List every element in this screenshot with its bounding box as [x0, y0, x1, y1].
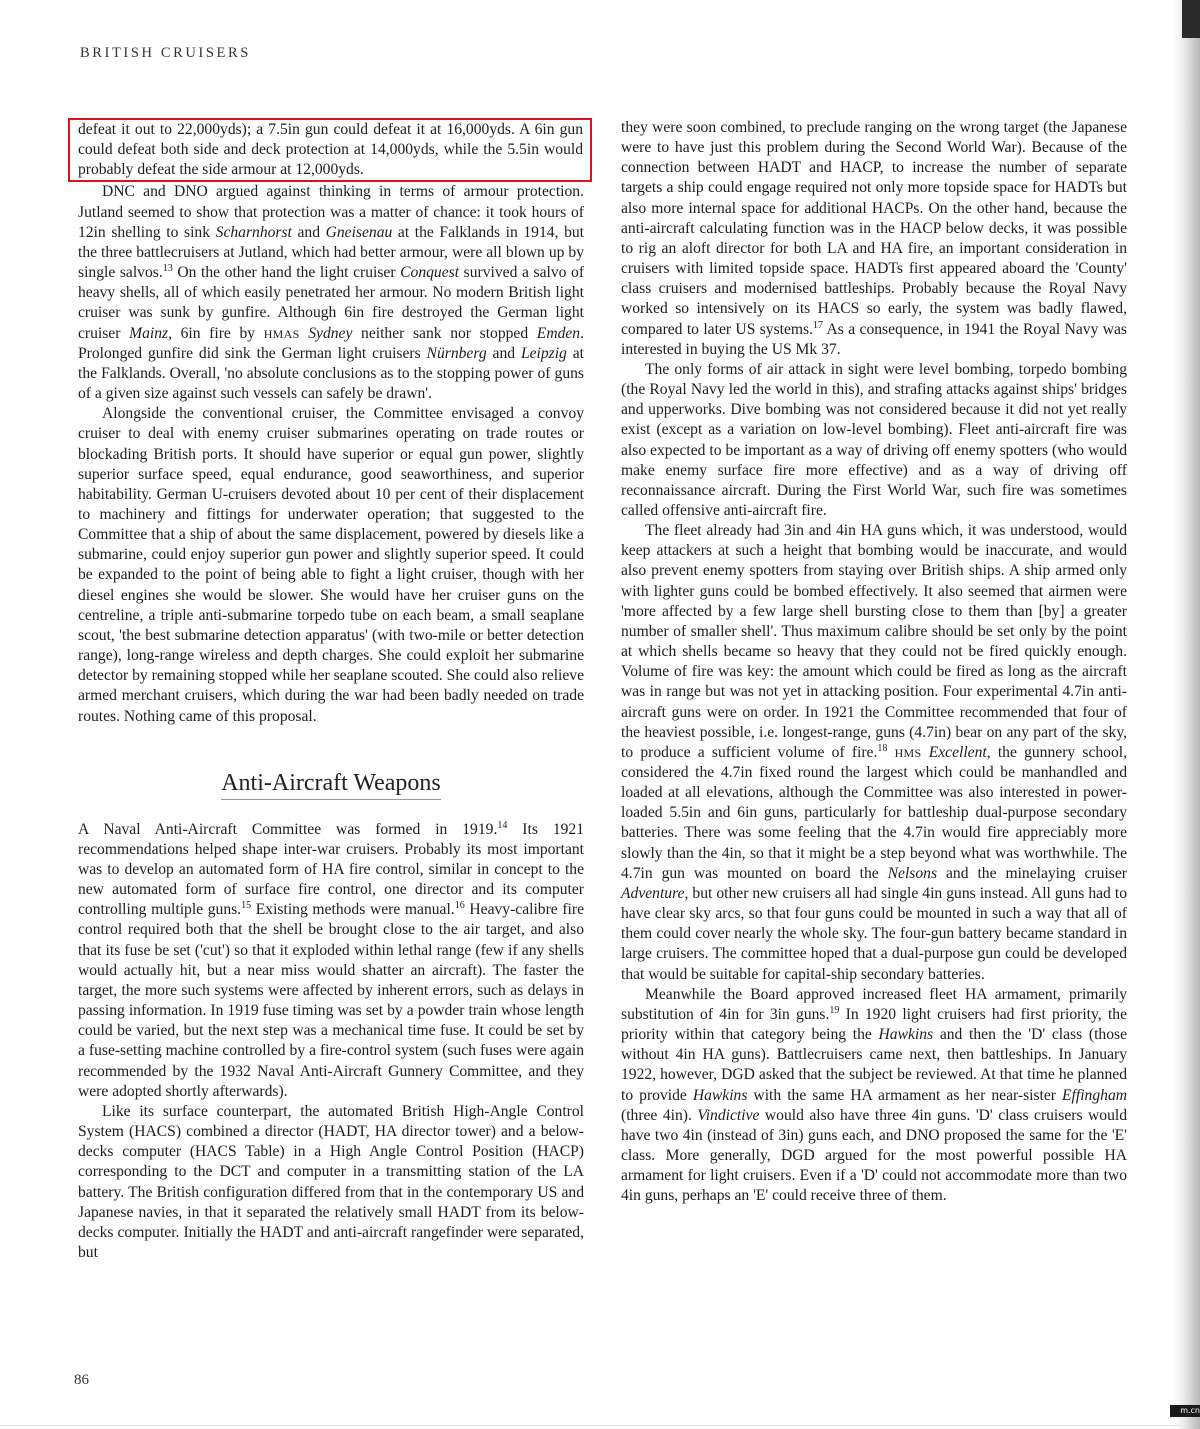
footnote-ref: 16 — [454, 900, 465, 912]
ship-name: Conquest — [400, 264, 460, 282]
ship-name: Gneisenau — [325, 223, 393, 241]
ship-name: Nelsons — [887, 864, 938, 882]
footnote-ref: 17 — [813, 319, 824, 331]
ship-name: Mainz — [129, 324, 169, 342]
page-edge-shadow — [1174, 0, 1200, 1429]
paragraph: they were soon combined, to preclude ranging on the wrong target (the Japanese were to have just this problem during the Second World War). Because of the connection between HADT and HACP, to increase the number of separate targets a ship could engage required not only more topside space for HADTs but also more internal space for additional HACPs. On the other hand, because the anti-aircraft calculating function was in the HACP below decks, it was possible to rig an aloft director for both LA and HA fire, an important consideration in cruisers with limited topside space. HADTs first appeared aboard the 'County' class cruisers and modernised battleships. Probably because the Royal Navy worked so intensively on its HACS so early, the system was badly flawed, compared to later US systems.$^{17}$ As a consequence, in 1941 the Royal Navy was interested in buying the US Mk 37. — [621, 119, 1127, 358]
ship-prefix: HMS — [894, 745, 922, 760]
highlighted-passage — [68, 118, 592, 182]
footnote-ref: 19 — [829, 1004, 840, 1016]
ship-name: Nürnberg — [426, 344, 487, 362]
ship-name: Hawkins — [692, 1086, 748, 1104]
corner-mark: m.cn — [1170, 1405, 1200, 1417]
ship-name: Adventure — [621, 884, 685, 902]
ship-name: Scharnhorst — [215, 223, 292, 241]
paragraph: Like its surface counterpart, the automated British High-Angle Control System (HACS) combined a director (HADT, HA director tower) and a below-decks computer (HACS Table) in a High Angle Control Position (HACP) corresponding to the DCT and computer in a transmitting station of the LA battery. The British configuration differed from that in the contemporary US and Japanese navies, in that it separated the relatively small HADT from its below-decks computer. Initially the HADT and anti-aircraft rangefinder were separated, but — [78, 1102, 584, 1261]
ship-name: Vindictive — [697, 1106, 760, 1124]
paragraph: A Naval Anti-Aircraft Committee was formed in 1919.14 Its 1921 recommendations helped shape inter-war cruisers. Probably its most important was to develop an automated form of HA fire control, similar in concept to the new automated form of surface fire control, one director and its computer controlling multiple guns.$^{15}$ Existing methods were manual.$^{16}$ Heavy-calibre fire control required both that the shell be brought close to the air target, and also that its fuse be set ('cut') so that it exploded within lethal range (few if any shells would actually hit, but a near miss would shatter an aircraft). The faster the target, the more such systems were affected by inherent errors, such as delays in passing information. In 1919 fuse timing was set by a powder train whose length could be varied, but the next step was a mechanical time fuse. It could be set by a fuse-setting machine controlled by a fire-control system (such fuses were again recommended by the 1932 Naval Anti-Aircraft Gunnery Committee, and they were adopted shortly afterwards). — [78, 819, 585, 1100]
ship-name: Leipzig — [520, 344, 567, 362]
section-heading: Anti-Aircraft Weapons — [78, 769, 584, 800]
ship-name: Hawkins — [878, 1026, 934, 1044]
ship-name: Sydney — [308, 324, 353, 342]
paragraph: The only forms of air attack in sight were level bombing, torpedo bombing (the Royal Navy led the world in this), and strafing attacks against ships' bridges and upperworks. Dive bombing was not considered because it did not yet really exist (except as a variation on low-level bombing). Fleet anti-aircraft fire was also expected to be important as a way of driving off enemy spotters (who would make enemy surface fire more effective) and as a way of driving off reconnaissance aircraft. During the First World War, such fire was sometimes called offensive anti-aircraft fire. — [621, 360, 1127, 519]
paragraph: DNC and DNO argued against thinking in terms of armour protection. Jutland seemed to show that protection was a matter of chance: it took hours of 12in shelling to sink Scharnhorst and Gneisenau at the Falklands in 1914, but the three battlecruisers at Jutland, which had better armour, were all blown up by single salvos.$^{13}$ On the other hand the light cruiser Conquest survived a salvo of heavy shells, all of which easily penetrated her armour. No modern British light cruiser was sunk by gunfire. Although 6in fire destroyed the German light cruiser Mainz, 6in fire by HMAS Sydney neither sank nor stopped Emden. Prolonged gunfire did sink the German light cruisers Nürnberg and Leipzig at the Falklands. Overall, 'no absolute conclusions as to the stopping power of guns of a given size against such vessels can safely be drawn'. — [78, 183, 585, 403]
footnote-ref: 13 — [162, 263, 173, 275]
paragraph: Alongside the conventional cruiser, the Committee envisaged a convoy cruiser to deal with enemy cruiser submarines operating on trade routes or blockading British ports. It should have superior or equal gun power, slightly superior surface speed, equal endurance, good seaworthiness, and superior habitability. German U-cruisers devoted about 10 per cent of their displacement to machinery and fittings for underwater operation; that suggested to the Committee that a ship of about the same displacement, powered by diesels like a submarine, could enjoy superior gun power and slightly superior speed. It could be expanded to the point of being able to fight a light cruiser, though with her diesel engines she would be slower. She would have her cruiser guns on the centreline, a triple anti-submarine torpedo tube on each beam, a small seaplane scout, 'the best submarine detection apparatus' (with two-mile or better detection range), long-range wireless and depth charges. She could exploit her submarine detector by remaining stopped while her seaplane scouted. She could also relieve armed merchant cruisers, which during the war had been badly needed on trade routes. Nothing came of this proposal. — [78, 405, 584, 725]
left-column — [78, 118, 584, 1263]
ship-name: Effingham — [1062, 1086, 1128, 1104]
ship-name: Emden — [536, 324, 581, 342]
page-edge-tab — [1182, 0, 1200, 38]
ship-name: Excellent — [928, 743, 987, 761]
bottom-rule — [0, 1425, 1180, 1426]
footnote-ref: 15 — [241, 900, 252, 912]
footnote-ref: 18 — [877, 742, 888, 754]
running-head: BRITISH CRUISERS — [80, 45, 251, 61]
ship-prefix: HMAS — [263, 326, 300, 341]
paragraph: The fleet already had 3in and 4in HA guns which, it was understood, would keep attackers at such a height that bombing would be inaccurate, and would also prevent enemy spotters from staying over British ships. A ship armed only with lighter guns could be bombed effectively. It also seemed that airmen were 'more affected by a few large shell bursting close to them than [by] a greater number of smaller shell'. Thus maximum calibre should be set only by the point at which shells became so heavy that they could not be fired quickly enough. Volume of fire was key: the amount which could be fired as long as the aircraft was in range but was not yet in attacking position. Four experimental 4.7in anti-aircraft guns were on order. In 1921 the Committee recommended that four of the heaviest possible, i.e. longest-range, guns (4.7in) bear on any part of the sky, to produce a sufficient volume of fire.$^{18}$ HMS Excellent, the gunnery school, considered the 4.7in fixed round the largest which could be manhandled and loaded at all elevations, although the Committee was also interested in power-loaded 5.5in and 6in guns, particularly for battleship dual-purpose secondary batteries. There was some feeling that the 4.7in would fire appreciably more slowly than the 4in, so that it might be a step beyond what was worthwhile. The 4.7in gun was mounted on board the Nelsons and the minelaying cruiser Adventure, but other new cruisers all had single 4in guns instead. All guns had to have clear sky arcs, so that four guns could be mounted in such a way that all of them could cover nearly the whole sky. The four-gun battery became standard in large cruisers. The committee hoped that a dual-purpose gun could be developed that would be suitable for capital-ship secondary batteries. — [621, 522, 1127, 983]
right-column — [621, 118, 1127, 1206]
footnote-ref: 14 — [497, 819, 508, 831]
paragraph: defeat it out to 22,000yds); a 7.5in gun could defeat it at 16,000yds. A 6in gun could defeat both side and deck protection at 14,000yds, while the 5.5in would probably defeat the side armour at 12,000yds. — [78, 121, 583, 179]
page-number: 86 — [74, 1372, 89, 1388]
paragraph: Meanwhile the Board approved increased fleet HA armament, primarily substitution of 4in for 3in guns.$^{19}$ In 1920 light cruisers had first priority, the priority within that category being the Hawkins and then the 'D' class (those without 4in HA guns). Battlecruisers came next, then battleships. In January 1922, however, DGD asked that the subject be reviewed. At that time he planned to provide Hawkins with the same HA armament as her near-sister Effingham (three 4in). Vindictive would also have three 4in guns. 'D' class cruisers would have two 4in (instead of 3in) guns each, and DNO proposed the same for the 'E' class. More generally, DGD argued for the most powerful possible HA armament for light cruisers. Even if a 'D' could not accommodate more than two 4in guns, perhaps an 'E' could receive three of them. — [621, 985, 1128, 1205]
